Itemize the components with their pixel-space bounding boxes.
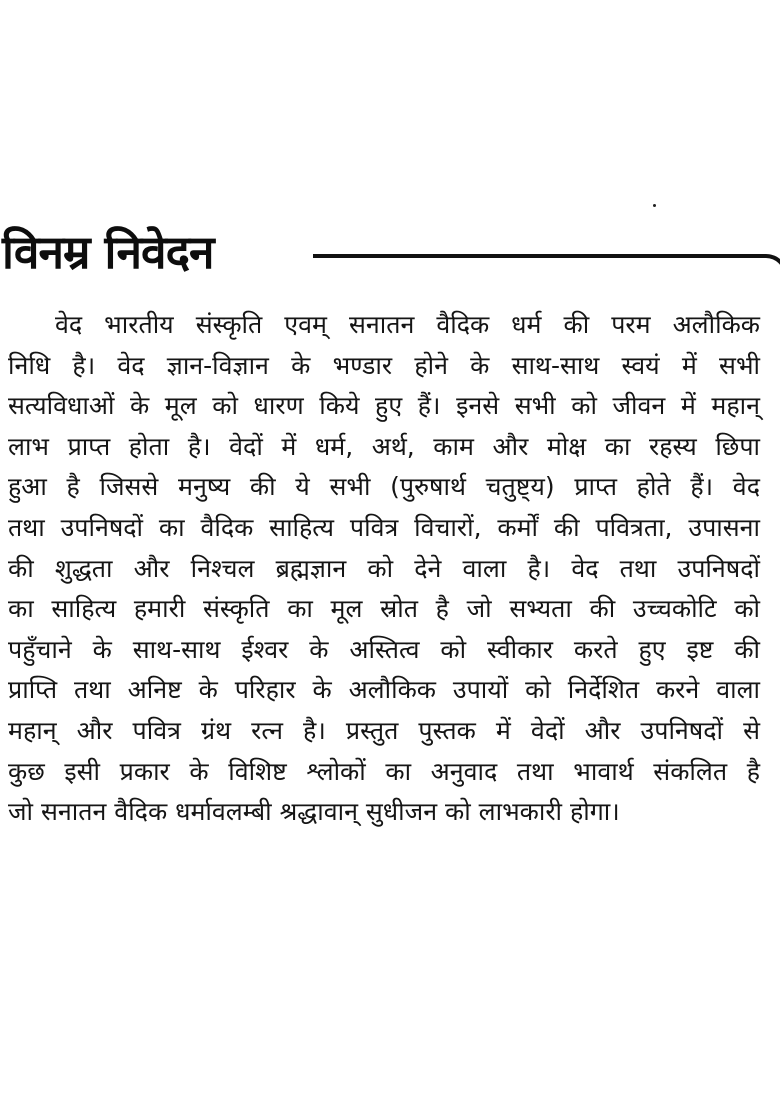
paragraph-line: लाभ प्राप्त होता है। वेदों में धर्म, अर्थ, काम और मोक्ष का रहस्य छिपा [8, 431, 760, 461]
paragraph-line: महान् और पवित्र ग्रंथ रत्न है। प्रस्तुत पुस्तक में वेदों और उपनिषदों से [8, 715, 760, 745]
paragraph-line: तथा उपनिषदों का वैदिक साहित्य पवित्र विचारों, कर्मों की पवित्रता, उपासना [8, 512, 760, 542]
paragraph-line: की शुद्धता और निश्चल ब्रह्मज्ञान को देने वाला है। वेद तथा उपनिषदों [8, 553, 760, 583]
heading-rule-curve [748, 254, 780, 284]
page-title: विनम्र निवेदन [2, 225, 214, 279]
heading-rule [313, 254, 758, 258]
paragraph-line: सत्यविधाओं के मूल को धारण किये हुए हैं। इनसे सभी को जीवन में महान् [8, 391, 760, 421]
paragraph-line: कुछ इसी प्रकार के विशिष्ट श्लोकों का अनुवाद तथा भावार्थ संकलित है [8, 756, 760, 786]
paragraph-line: निधि है। वेद ज्ञान-विज्ञान के भण्डार होने के साथ-साथ स्वयं में सभी [8, 350, 760, 380]
print-speck [653, 204, 656, 207]
paragraph-line: पहुँचाने के साथ-साथ ईश्वर के अस्तित्व को स्वीकार करते हुए इष्ट की [8, 634, 760, 664]
paragraph-line: जो सनातन वैदिक धर्मावलम्बी श्रद्धावान् सुधीजन को लाभकारी होगा। [8, 797, 620, 827]
paragraph-line: का साहित्य हमारी संस्कृति का मूल स्रोत है जो सभ्यता की उच्चकोटि को [8, 594, 760, 624]
paragraph-line: हुआ है जिससे मनुष्य की ये सभी (पुरुषार्थ चतुष्ट्य) प्राप्त होते हैं। वेद [8, 472, 760, 502]
paragraph-line: वेद भारतीय संस्कृति एवम् सनातन वैदिक धर्म की परम अलौकिक [55, 310, 760, 339]
paragraph-line: प्राप्ति तथा अनिष्ट के परिहार के अलौकिक उपायों को निर्देशित करने वाला [8, 675, 760, 705]
body-paragraph [8, 305, 760, 833]
heading-section [0, 222, 780, 292]
